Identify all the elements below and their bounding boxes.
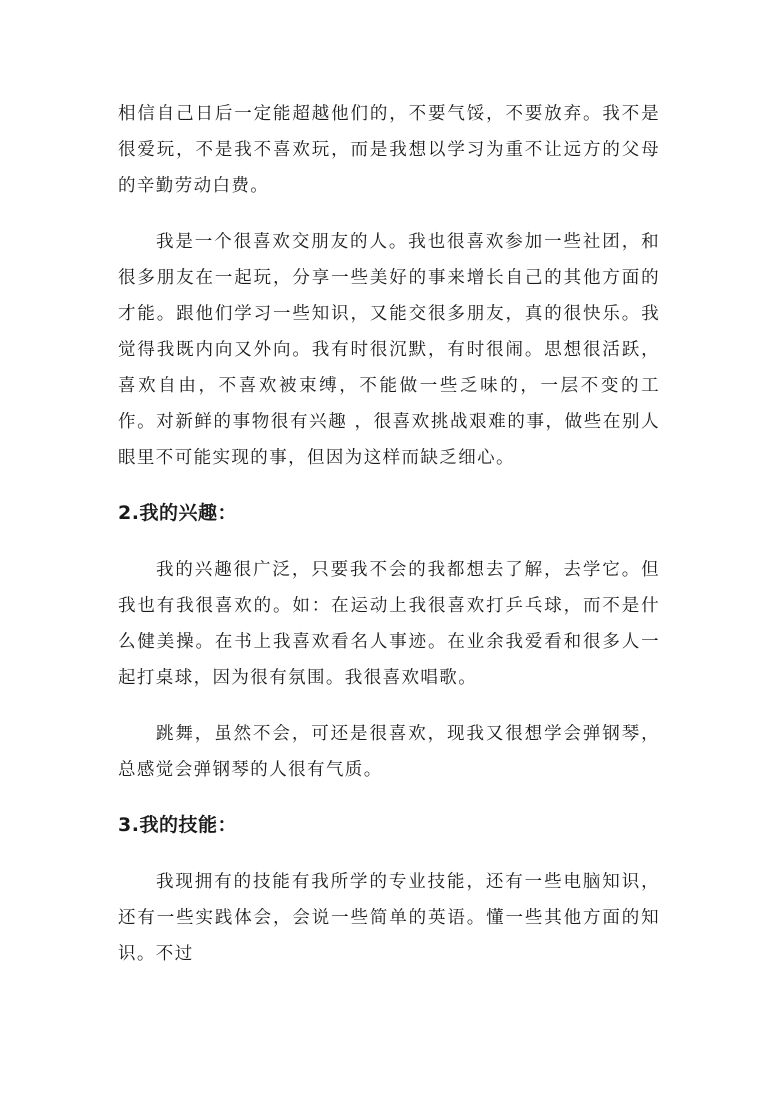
paragraph-dance-piano: 跳舞，虽然不会，可还是很喜欢，现我又很想学会弹钢琴，总感觉会弹钢琴的人很有气质。 [118, 724, 660, 780]
section-heading-skills: 3.我的技能： [118, 814, 237, 836]
paragraph-personality: 我是一个很喜欢交朋友的人。我也很喜欢参加一些社团，和很多朋友在一起玩，分享一些美好的事来增长自己的其他方面的才能。跟他们学习一些知识，又能交很多朋友，真的很快乐。我觉得我既内向又外向。我有时很沉默，有时很闹。思想很活跃，喜欢自由，不喜欢被束缚，不能做一些乏味的，一层不变的工作。对新鲜的事物很有兴趣 ，很喜欢挑战艰难的事，做些在别人眼里不可能实现的事，但因为这样而缺乏细心。 [118, 232, 660, 468]
section-heading-interests: 2.我的兴趣： [118, 502, 237, 524]
paragraph-continuation: 相信自己日后一定能超越他们的，不要气馁，不要放弃。我不是很爱玩，不是我不喜欢玩，而是我想以学习为重不让远方的父母的辛勤劳动白费。 [118, 104, 660, 196]
paragraph-skills: 我现拥有的技能有我所学的专业技能，还有一些电脑知识，还有一些实践体会，会说一些简单的英语。懂一些其他方面的知识。不过 [118, 872, 660, 964]
paragraph-interests: 我的兴趣很广泛，只要我不会的我都想去了解，去学它。但我也有我很喜欢的。如：在运动上我很喜欢打乒乓球，而不是什么健美操。在书上我喜欢看名人事迹。在业余我爱看和很多人一起打桌球，因为很有氛围。我很喜欢唱歌。 [118, 560, 660, 688]
document-page [118, 96, 660, 972]
